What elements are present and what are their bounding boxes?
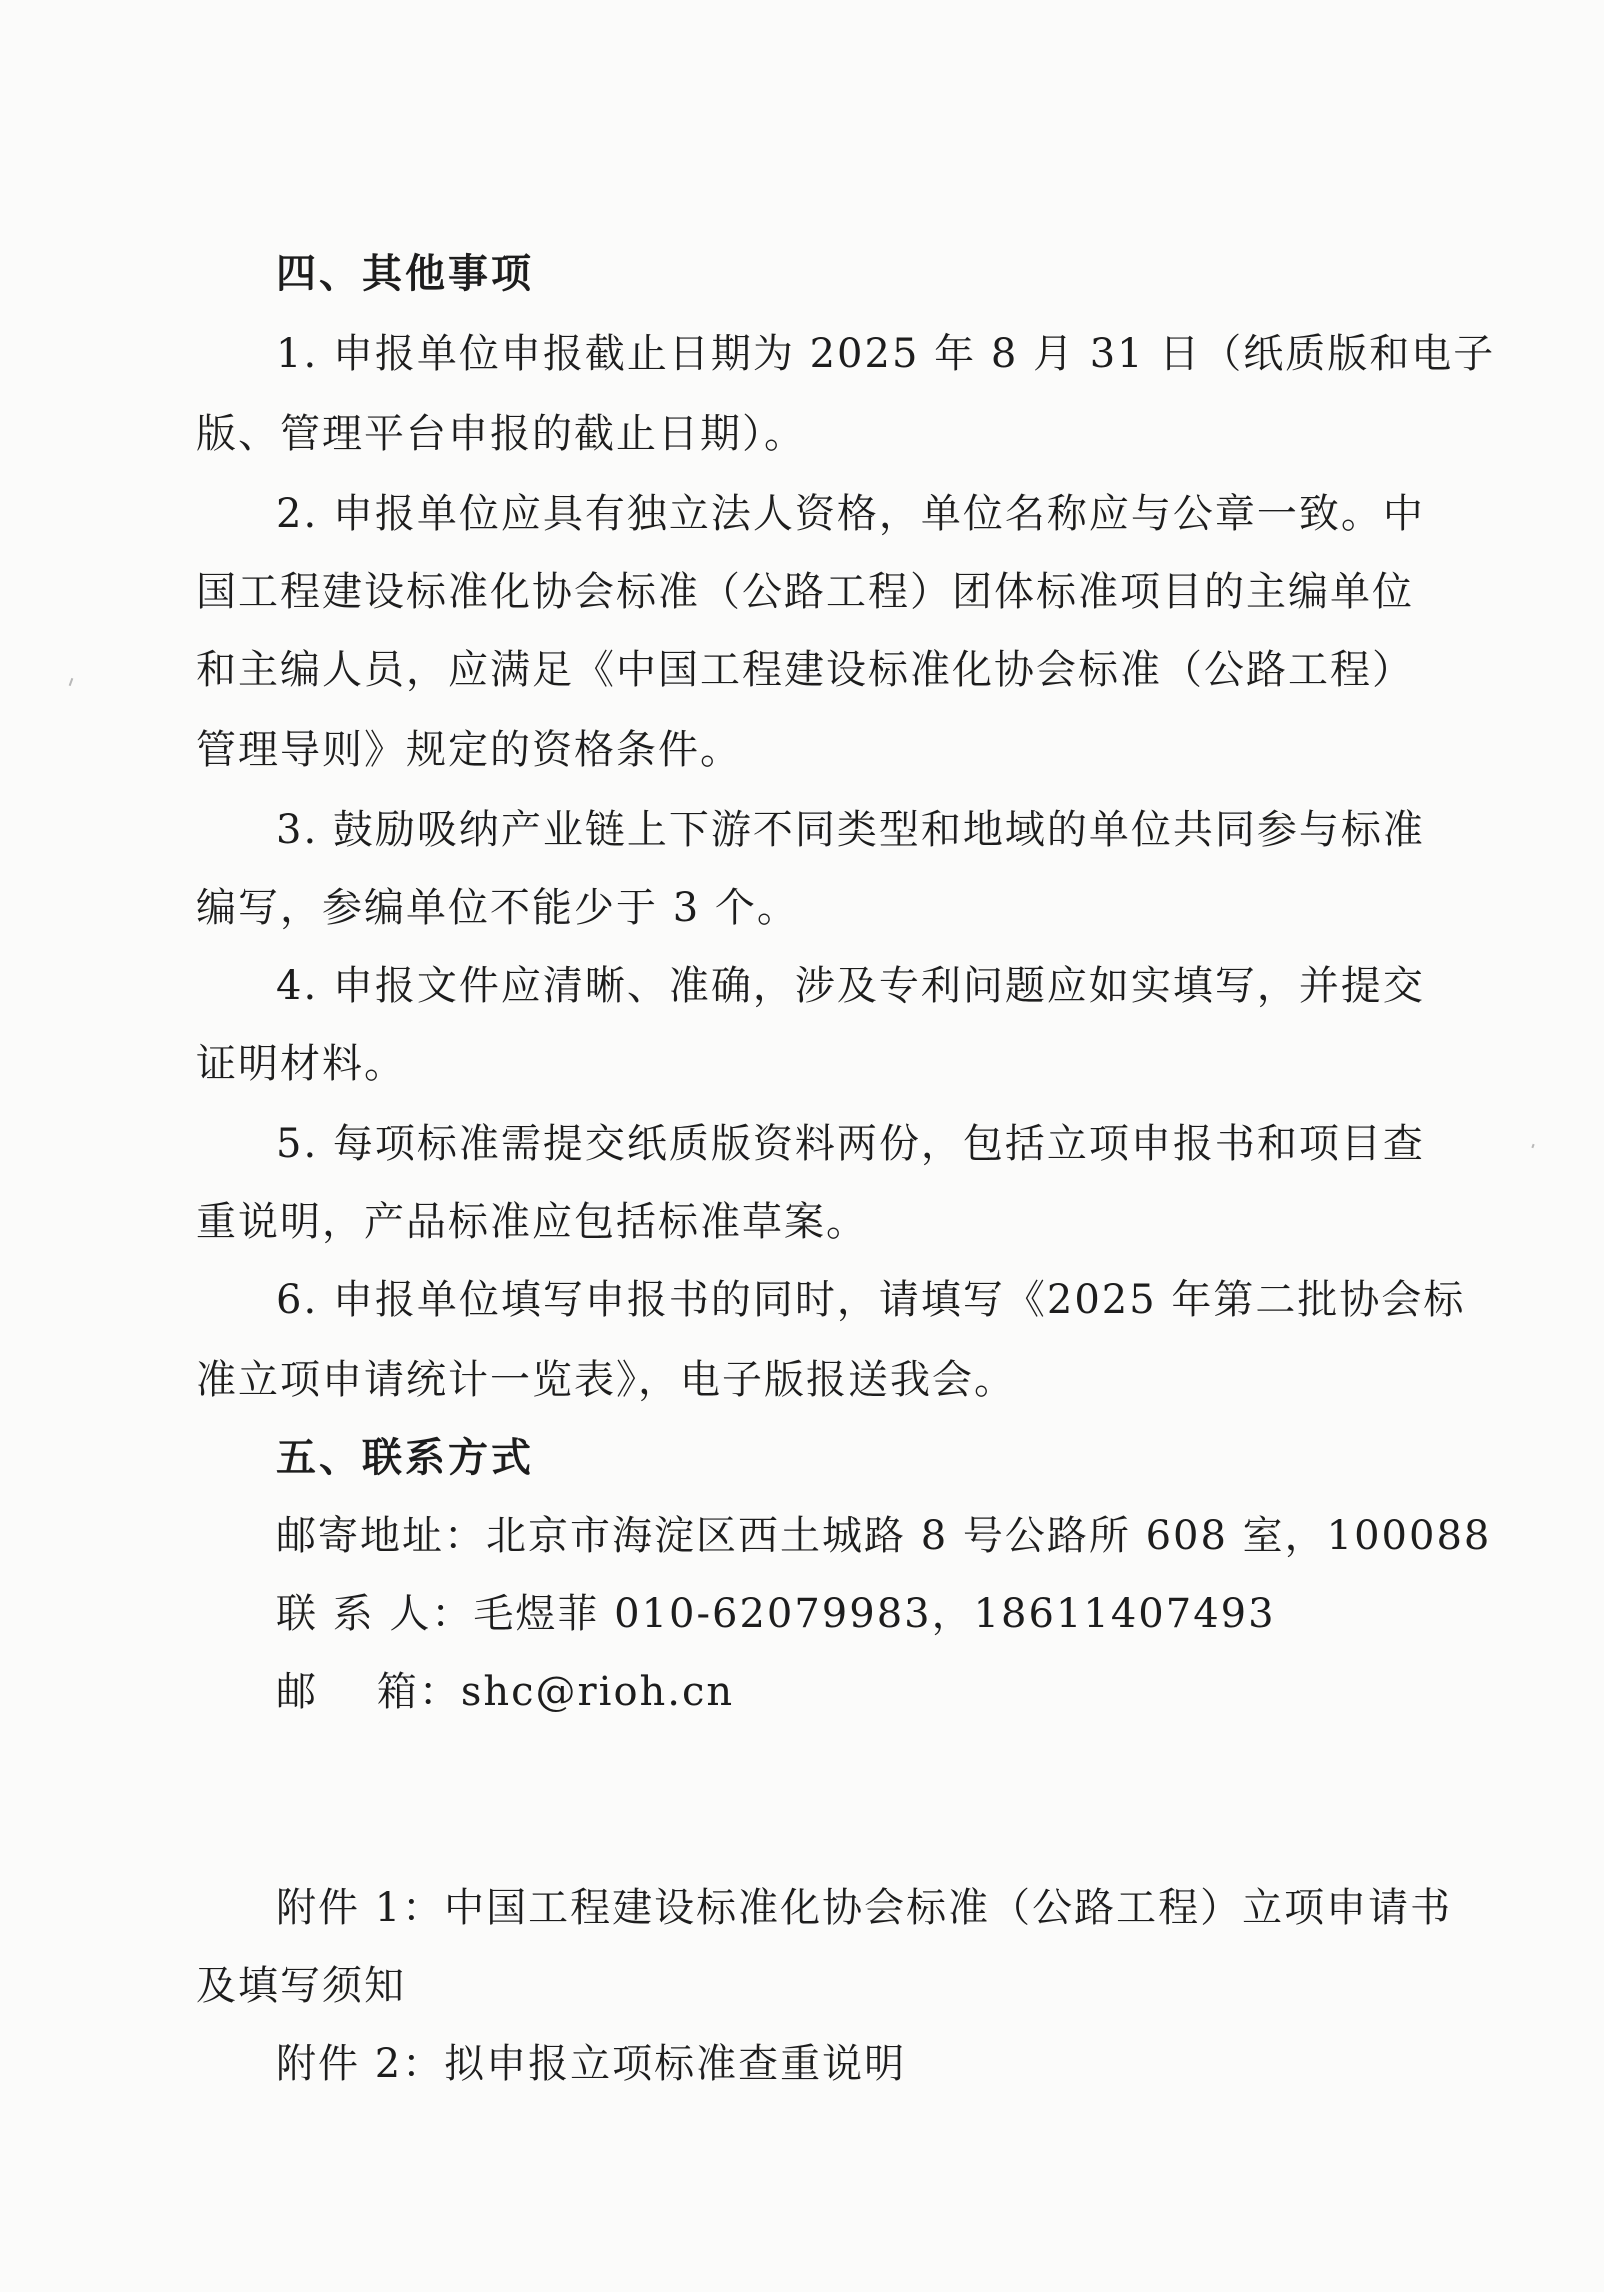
item-1-line-2: 版、管理平台申报的截止日期）。 [196,411,806,457]
item-6-line-2: 准立项申请统计一览表》，电子版报送我会。 [196,1357,1016,1403]
item-3-line-2: 编写，参编单位不能少于 3 个。 [196,885,799,931]
section-heading-other-matters: 四、其他事项 [276,251,534,297]
item-4-line-1: 4. 申报文件应清晰、准确，涉及专利问题应如实填写，并提交 [276,963,1425,1009]
item-5-line-2: 重说明，产品标准应包括标准草案。 [196,1199,868,1245]
item-1-line-1: 1. 申报单位申报截止日期为 2025 年 8 月 31 日（纸质版和电子 [276,331,1496,377]
item-6-line-1: 6. 申报单位填写申报书的同时，请填写《2025 年第二批协会标 [276,1277,1466,1323]
item-3-line-1: 3. 鼓励吸纳产业链上下游不同类型和地域的单位共同参与标准 [276,807,1425,853]
attachment-2-line: 附件 2：拟申报立项标准查重说明 [276,2041,907,2087]
contact-person: 联 系 人：毛煜菲 010-62079983，18611407493 [276,1591,1276,1637]
attachment-1-line-1: 附件 1：中国工程建设标准化协会标准（公路工程）立项申请书 [276,1885,1453,1931]
contact-address: 邮寄地址：北京市海淀区西土城路 8 号公路所 608 室，100088 [276,1513,1492,1559]
item-2-line-3: 和主编人员，应满足《中国工程建设标准化协会标准（公路工程） [196,647,1414,693]
item-2-line-2: 国工程建设标准化协会标准（公路工程）团体标准项目的主编单位 [196,569,1414,615]
attachment-1-line-2: 及填写须知 [196,1963,406,2009]
scan-speck [69,678,74,686]
item-2-line-1: 2. 申报单位应具有独立法人资格，单位名称应与公章一致。中 [276,491,1425,537]
item-4-line-2: 证明材料。 [196,1041,406,1087]
contact-email: 邮 箱：shc@rioh.cn [276,1669,735,1715]
scan-speck [1531,1144,1534,1148]
item-2-line-4: 管理导则》规定的资格条件。 [196,727,742,773]
item-5-line-1: 5. 每项标准需提交纸质版资料两份，包括立项申报书和项目查 [276,1121,1425,1167]
section-heading-contact: 五、联系方式 [276,1435,534,1481]
